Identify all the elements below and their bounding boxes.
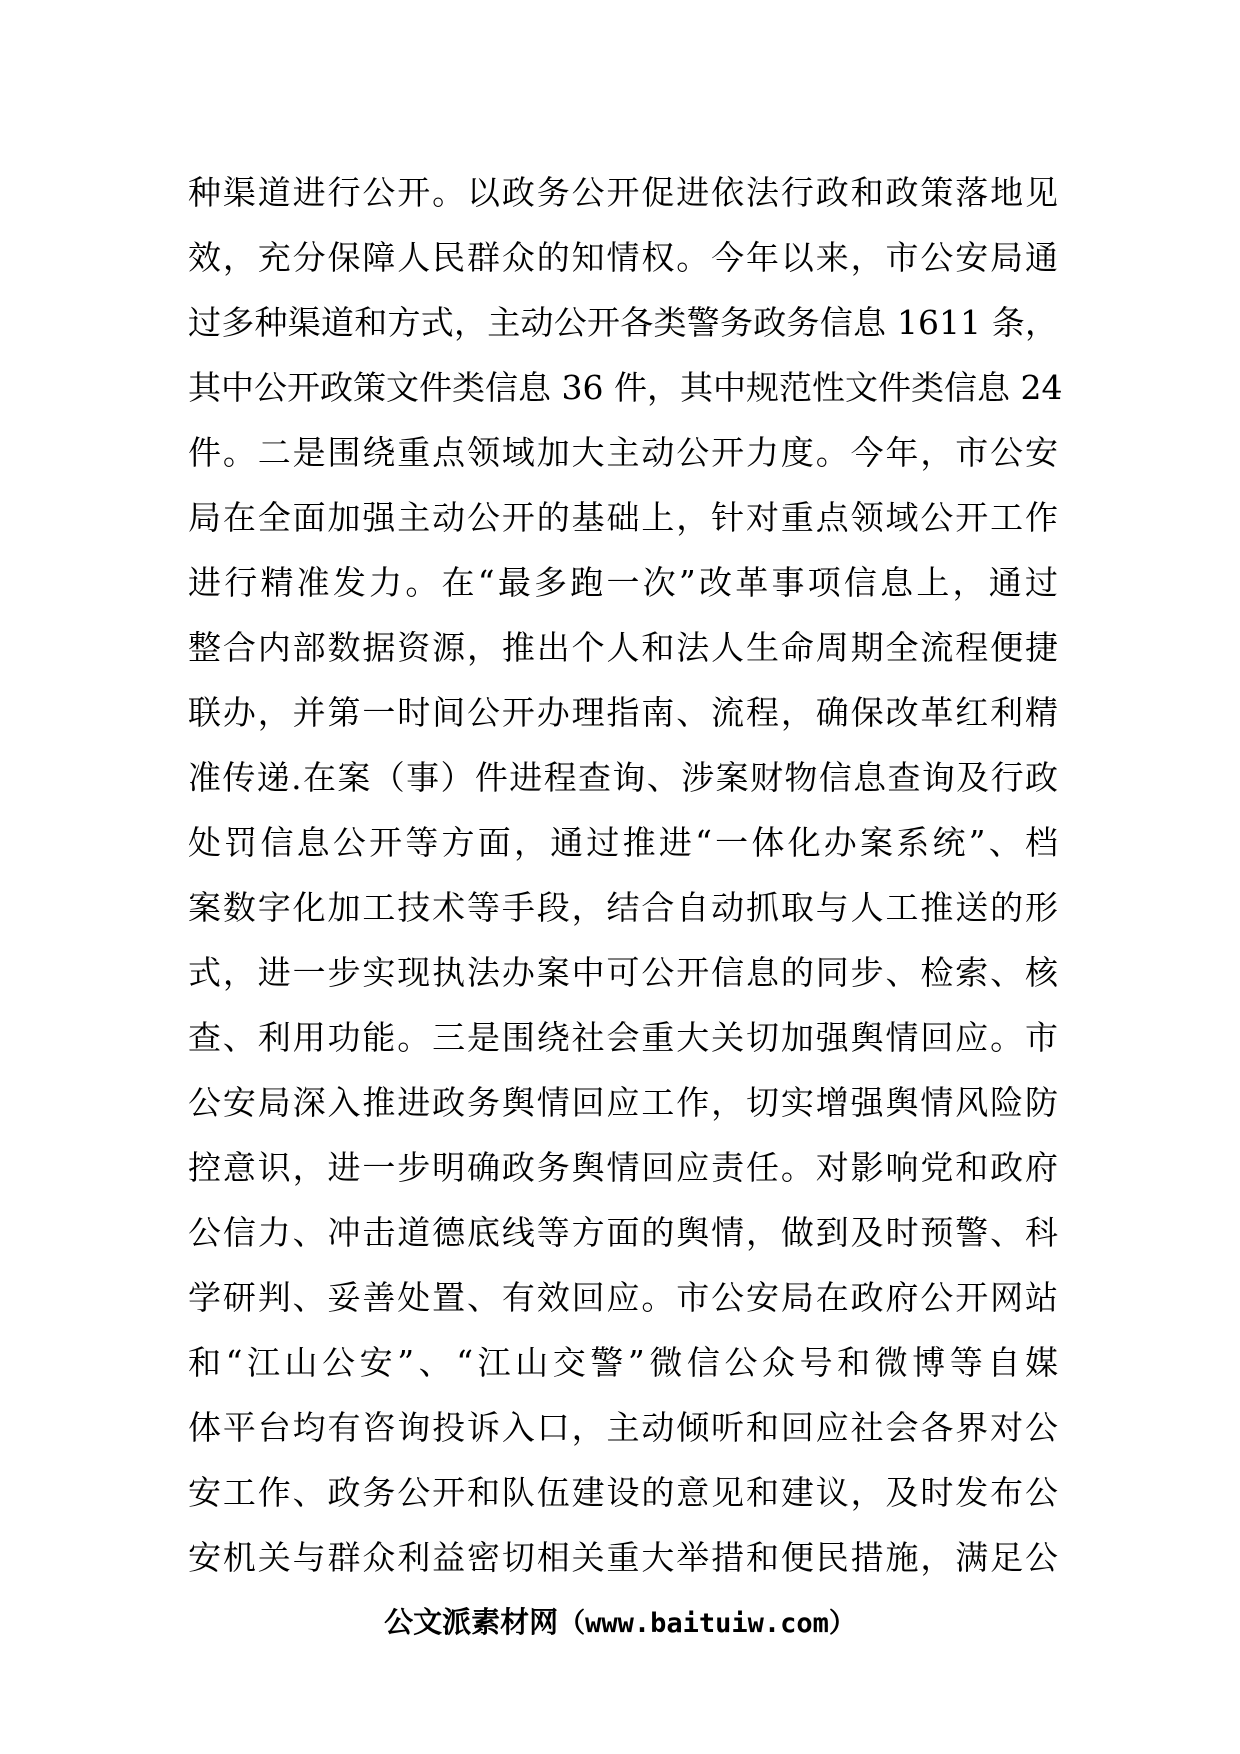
- text-line: 学研判、妥善处置、有效回应。市公安局在政府公开网站: [188, 1278, 1058, 1317]
- text-line: 准传递.在案（事）件进程查询、涉案财物信息查询及行政: [188, 758, 1058, 797]
- body-text: [188, 160, 1063, 1590]
- text-line: 体平台均有咨询投诉入口，主动倾听和回应社会各界对公: [188, 1408, 1058, 1447]
- text-line: 过多种渠道和方式，主动公开各类警务政务信息 1611 条，: [188, 303, 1058, 342]
- text-line: 公安局深入推进政务舆情回应工作，切实增强舆情风险防: [188, 1083, 1058, 1122]
- text-line: 其中公开政策文件类信息 36 件，其中规范性文件类信息 24: [188, 368, 1063, 407]
- text-line: 进行精准发力。在“最多跑一次”改革事项信息上，通过: [188, 563, 1058, 602]
- page-footer: [0, 1602, 1240, 1644]
- text-line: 效，充分保障人民群众的知情权。今年以来，市公安局通: [188, 238, 1058, 277]
- text-line: 安机关与群众利益密切相关重大举措和便民措施，满足公: [188, 1538, 1058, 1577]
- footer-url: （www.baituiw.com）: [558, 1608, 856, 1639]
- text-line: 查、利用功能。三是围绕社会重大关切加强舆情回应。市: [188, 1018, 1058, 1057]
- text-line: 公信力、冲击道德底线等方面的舆情，做到及时预警、科: [188, 1213, 1058, 1252]
- text-line: 联办，并第一时间公开办理指南、流程，确保改革红利精: [188, 693, 1058, 732]
- text-line: 式，进一步实现执法办案中可公开信息的同步、检索、核: [188, 953, 1058, 992]
- footer-site-name: 公文派素材网: [384, 1605, 559, 1639]
- text-line: 控意识，进一步明确政务舆情回应责任。对影响党和政府: [188, 1148, 1058, 1187]
- text-line: 安工作、政务公开和队伍建设的意见和建议，及时发布公: [188, 1473, 1058, 1512]
- text-line: 处罚信息公开等方面，通过推进“一体化办案系统”、档: [188, 823, 1058, 862]
- text-line: 局在全面加强主动公开的基础上，针对重点领域公开工作: [188, 498, 1058, 537]
- text-line: 整合内部数据资源，推出个人和法人生命周期全流程便捷: [188, 628, 1058, 667]
- text-line: 案数字化加工技术等手段，结合自动抓取与人工推送的形: [188, 888, 1058, 927]
- text-line: 和“江山公安”、“江山交警”微信公众号和微博等自媒: [188, 1343, 1058, 1382]
- text-line: 种渠道进行公开。以政务公开促进依法行政和政策落地见: [188, 173, 1058, 212]
- text-line: 件。二是围绕重点领域加大主动公开力度。今年，市公安: [188, 433, 1058, 472]
